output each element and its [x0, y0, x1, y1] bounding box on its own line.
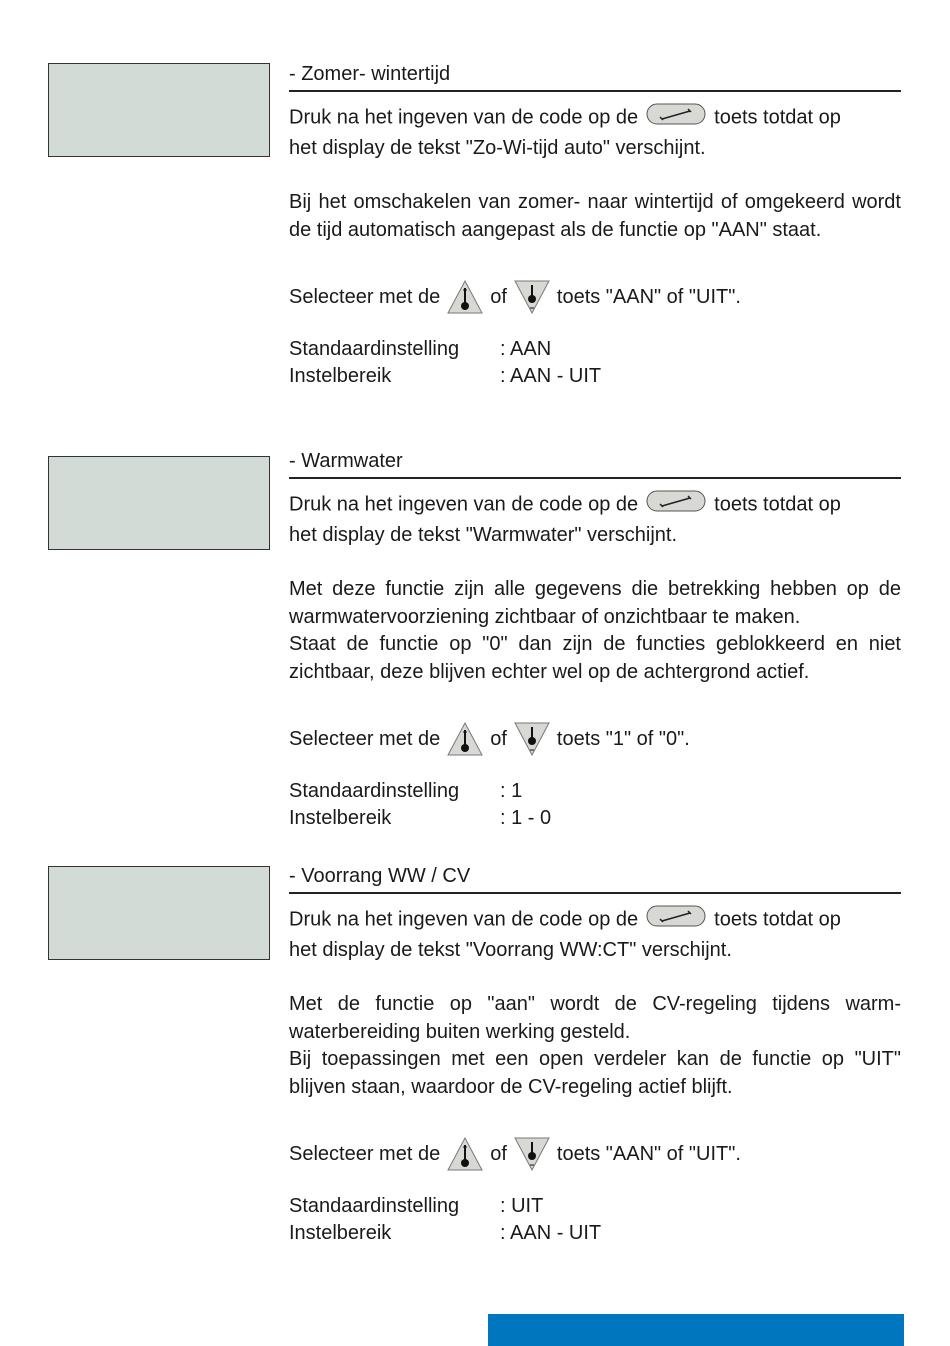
intro-text-b: toets totdat op	[714, 493, 841, 516]
temperature-down-icon	[514, 280, 550, 314]
select-text-b: toets "1" of "0".	[556, 727, 690, 750]
default-value: : 1	[500, 780, 523, 802]
intro-text-c: het display de tekst "Voorrang WW:CT" verschijnt.	[289, 938, 732, 961]
section-title: - Warmwater	[289, 449, 901, 479]
intro-text-b: toets totdat op	[714, 908, 841, 931]
intro-text-a: Druk na het ingeven van de code op de	[289, 908, 639, 931]
range-value: : AAN - UIT	[500, 365, 602, 387]
range-label: Instelbereik	[289, 1222, 392, 1244]
wrench-key-icon	[646, 904, 706, 937]
select-text-a: Selecteer met de	[289, 1142, 441, 1165]
intro-text	[289, 489, 901, 549]
range-value: : 1 - 0	[500, 807, 552, 829]
body-text: Bij het omschakelen van zomer- naar wintertijd of omgekeerd wordt de tijd automatisch aangepast als de functie op "AAN" staat.	[289, 191, 901, 241]
default-label: Standaardinstelling	[289, 1195, 460, 1217]
temperature-down-icon	[514, 1137, 550, 1171]
default-label: Standaardinstelling	[289, 338, 460, 360]
select-text-a: Selecteer met de	[289, 285, 441, 308]
display-placeholder	[48, 456, 270, 550]
range-label: Instelbereik	[289, 365, 392, 387]
display-placeholder	[48, 63, 270, 157]
intro-text	[289, 904, 901, 964]
section-title: - Zomer- wintertijd	[289, 62, 901, 92]
range-value: : AAN - UIT	[500, 1222, 602, 1244]
intro-text-c: het display de tekst "Zo-Wi-tijd auto" verschijnt.	[289, 136, 706, 159]
intro-text-a: Druk na het ingeven van de code op de	[289, 106, 639, 129]
wrench-key-icon	[646, 102, 706, 135]
select-text-of: of	[490, 727, 507, 750]
temperature-up-icon	[447, 722, 483, 756]
display-placeholder	[48, 866, 270, 960]
section-title: - Voorrang WW / CV	[289, 864, 901, 894]
select-text-b: toets "AAN" of "UIT".	[556, 1142, 741, 1165]
select-text-a: Selecteer met de	[289, 727, 441, 750]
body-text: Met de functie op "aan" wordt de CV-regeling tijdens warm-waterbereiding buiten werking gesteld.	[289, 993, 901, 1043]
temperature-down-icon	[514, 722, 550, 756]
settings-table	[289, 336, 901, 390]
section-zomer-wintertijd	[289, 62, 901, 390]
body-text-2: Staat de functie op "0" dan zijn de functies geblokkeerd en niet zichtbaar, deze blijven echter wel op de achtergrond actief.	[289, 633, 901, 683]
select-text-b: toets "AAN" of "UIT".	[556, 285, 741, 308]
intro-text	[289, 102, 901, 162]
intro-text-c: het display de tekst "Warmwater" verschijnt.	[289, 523, 678, 546]
settings-table	[289, 778, 901, 832]
settings-table	[289, 1193, 901, 1247]
select-text-of: of	[490, 1142, 507, 1165]
body-text-2: Bij toepassingen met een open verdeler kan de functie op "UIT" blijven staan, waardoor de CV-regeling actief blijft.	[289, 1048, 901, 1098]
section-warmwater	[289, 449, 901, 832]
section-voorrang-ww-cv	[289, 864, 901, 1247]
body-text: Met deze functie zijn alle gegevens die betrekking hebben op de warmwatervoorziening zichtbaar of onzichtbaar te maken.	[289, 578, 901, 628]
intro-text-a: Druk na het ingeven van de code op de	[289, 493, 639, 516]
select-text-of: of	[490, 285, 507, 308]
select-instruction	[289, 722, 901, 756]
default-value: : AAN	[500, 338, 552, 360]
default-label: Standaardinstelling	[289, 780, 460, 802]
default-value: : UIT	[500, 1195, 544, 1217]
temperature-up-icon	[447, 1137, 483, 1171]
intro-text-b: toets totdat op	[714, 106, 841, 129]
wrench-key-icon	[646, 489, 706, 522]
range-label: Instelbereik	[289, 807, 392, 829]
select-instruction	[289, 1137, 901, 1171]
footer-bar	[488, 1314, 904, 1346]
temperature-up-icon	[447, 280, 483, 314]
select-instruction	[289, 280, 901, 314]
